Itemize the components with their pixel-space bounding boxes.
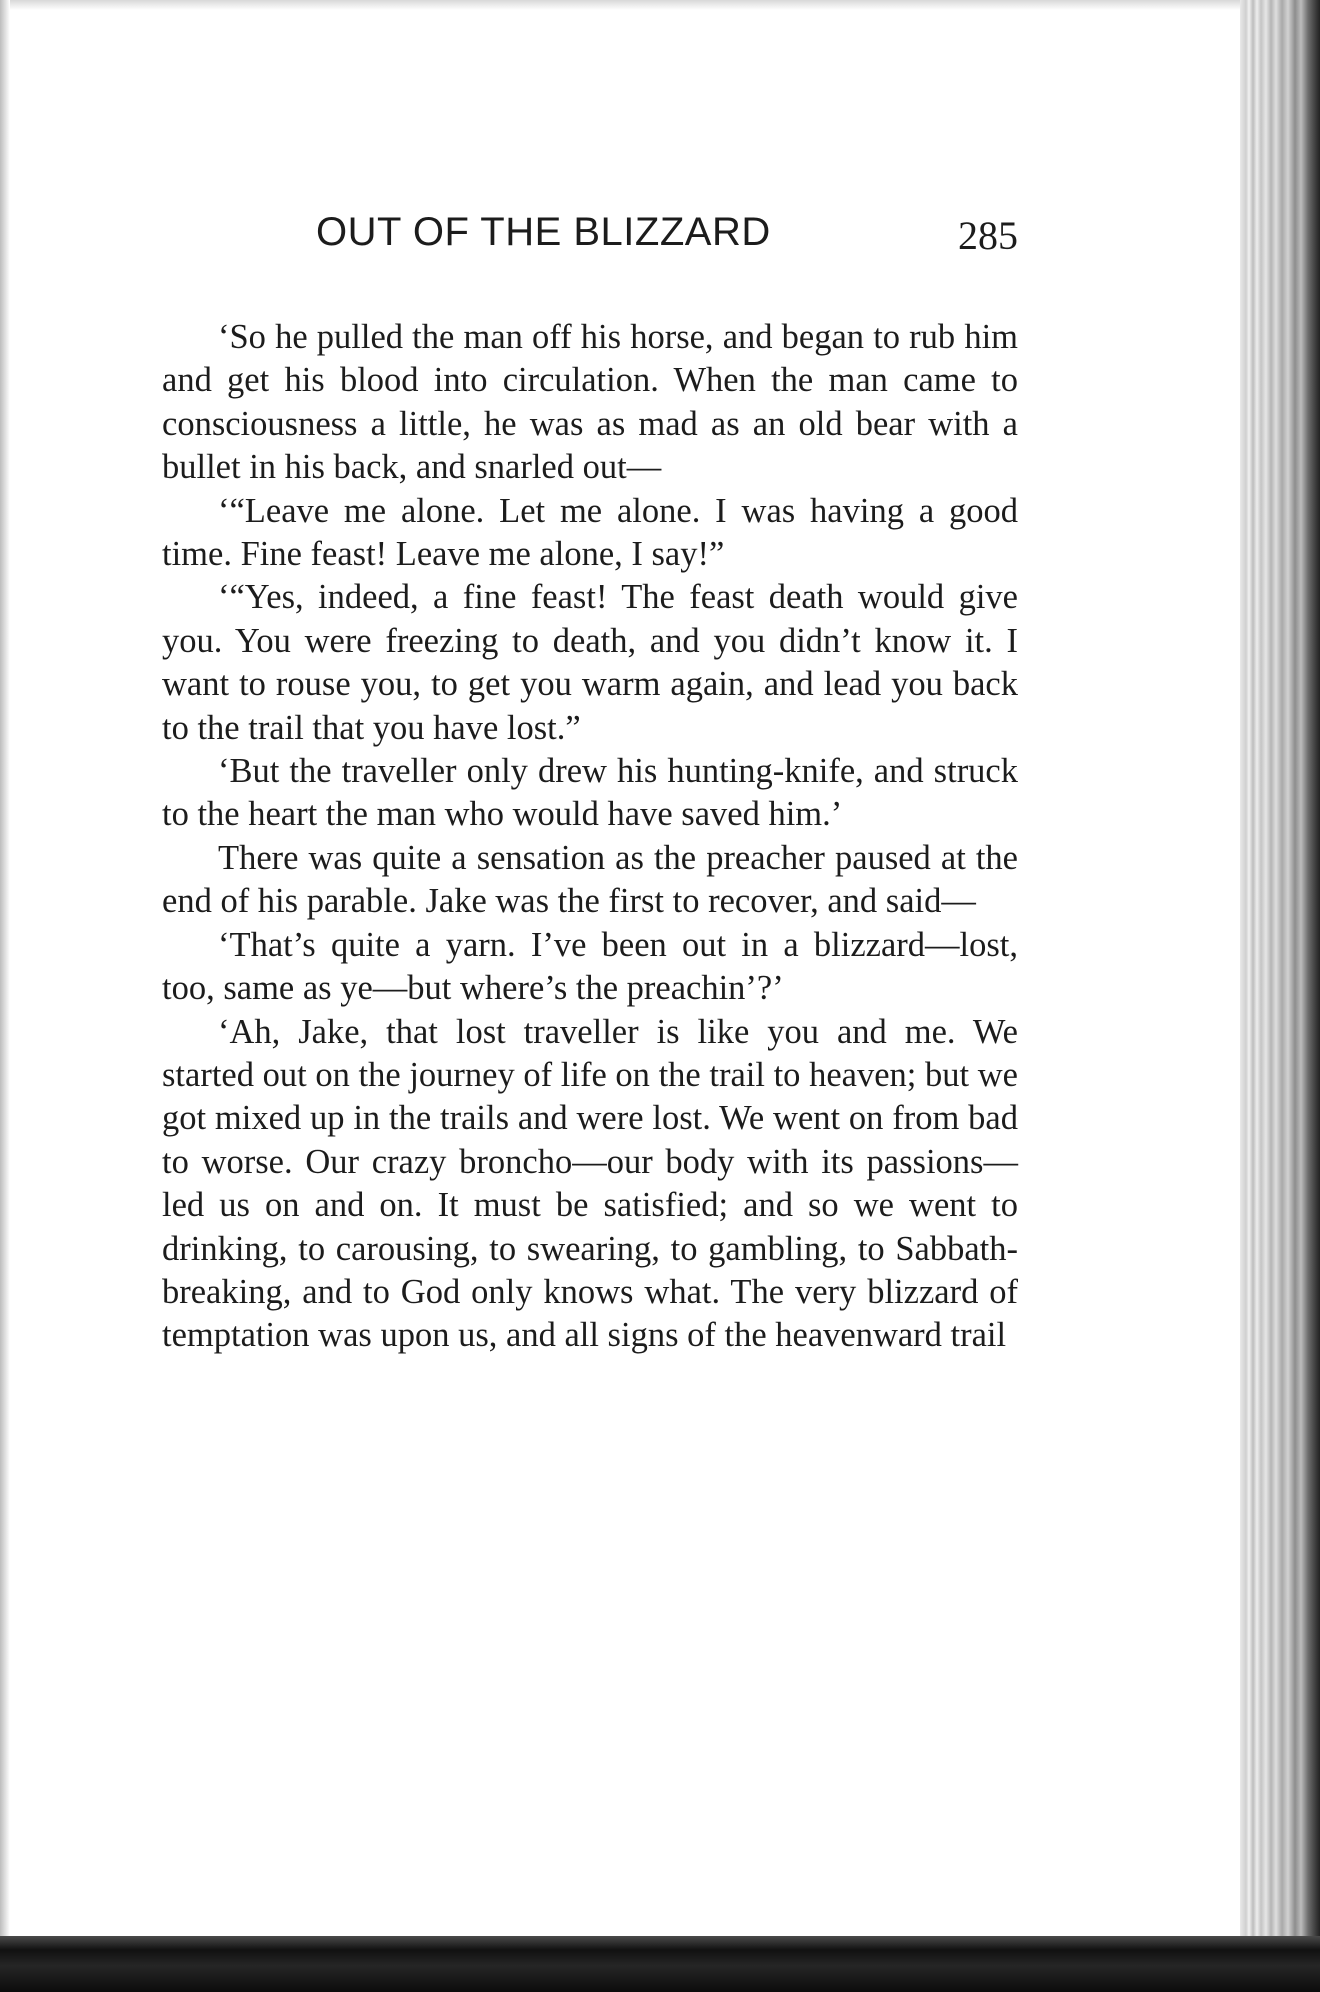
scanner-bottom-shadow [0, 1936, 1320, 1992]
body-text [162, 316, 1018, 1358]
paragraph: ‘So he pulled the man off his horse, and began to rub him and get his blood into circulation. When the man came to consciousness a little, he was as mad as an old bear with a bullet in his back, and snarled out— [162, 318, 1018, 487]
paragraph: ‘That’s quite a yarn. I’ve been out in a blizzard—lost, too, same as ye—but where’s the preachin’?’ [162, 925, 1018, 1008]
paragraph: ‘“Leave me alone. Let me alone. I was having a good time. Fine feast! Leave me alone, I say!” [162, 491, 1018, 574]
paragraph: ‘Ah, Jake, that lost traveller is like you and me. We started out on the journey of life on the trail to heaven; but we got mixed up in the trails and were lost. We went on from bad to worse. Our crazy broncho—our body with its passions—led us on and on. It must be satisfied; and so we went to drinking, to carousing, to swearing, to gambling, to Sabbath-breaking, and to God only knows what. The very blizzard of temptation was upon us, and all signs of the heavenward trail [162, 1012, 1018, 1355]
book-page-edges [1240, 0, 1320, 1945]
paragraph: ‘But the traveller only drew his hunting-knife, and struck to the heart the man who would have saved him.’ [162, 752, 1018, 834]
paragraph: There was quite a sensation as the preacher paused at the end of his parable. Jake was the first to recover, and said— [162, 838, 1018, 921]
page-number: 285 [958, 213, 1018, 258]
paragraph: ‘“Yes, indeed, a fine feast! The feast death would give you. You were freezing to death, and you didn’t know it. I want to rouse you, to get you warm again, and lead you back to the trail that you have lost.” [162, 578, 1018, 747]
page-top-edge [0, 0, 1320, 10]
page-left-edge [0, 0, 10, 1940]
page-text-block [162, 210, 1018, 1358]
running-head-title: OUT OF THE BLIZZARD [316, 210, 771, 254]
running-head [316, 210, 1018, 270]
